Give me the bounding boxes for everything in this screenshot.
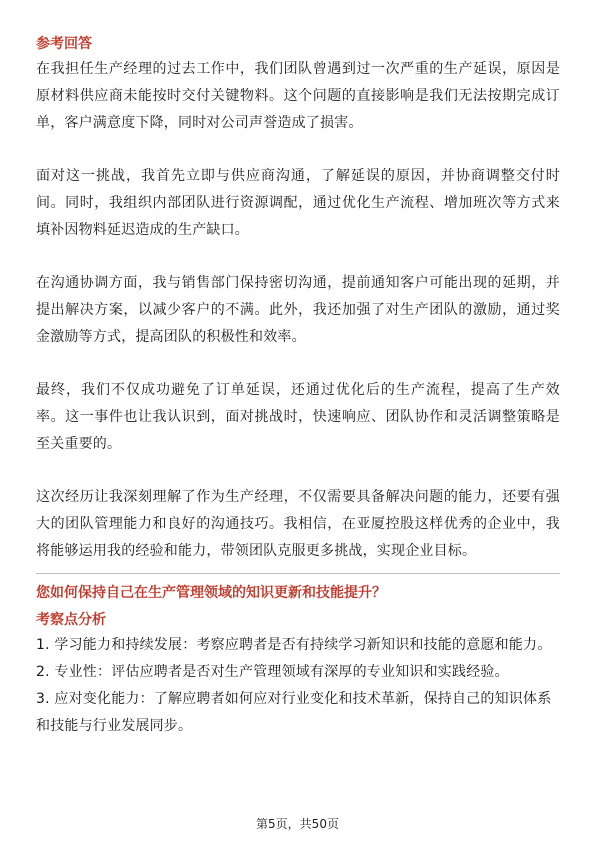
analysis-point: 1. 学习能力和持续发展：考察应聘者是否有持续学习新知识和技能的意愿和能力。 [36,637,552,653]
document-page [36,30,560,740]
analysis-point: 2. 专业性：评估应聘者是否对生产管理领域有深厚的专业知识和实践经验。 [36,664,509,680]
page-indicator: 第5页，共50页 [256,817,339,831]
question-title: 您如何保持自己在生产管理领域的知识更新和技能提升？ [36,585,386,601]
analysis-label: 考察点分析 [36,612,106,628]
answer-paragraph: 这次经历让我深刻理解了作为生产经理，不仅需要具备解决问题的能力，还要有强大的团队管理能力和良好的沟通技巧。我相信，在亚厦控股这样优秀的企业中，我将能够运用我的经验和能力，带领团队克服更多挑战，实现企业目标。 [36,489,560,559]
analysis-point: 3. 应对变化能力：了解应聘者如何应对行业变化和技术革新，保持自己的知识体系和技能与行业发展同步。 [36,691,552,734]
answer-paragraph: 最终，我们不仅成功避免了订单延误，还通过优化后的生产流程，提高了生产效率。这一事件也让我认识到，面对挑战时，快速响应、团队协作和灵活调整策略是至关重要的。 [36,382,560,452]
answer-label: 参考回答 [36,36,92,52]
section-divider [36,573,560,574]
answer-paragraph: 在沟通协调方面，我与销售部门保持密切沟通，提前通知客户可能出现的延期，并提出解决方案，以减少客户的不满。此外，我还加强了对生产团队的激励，通过奖金激励等方式，提高团队的积极性和效率。 [36,275,560,345]
answer-paragraph: 在我担任生产经理的过去工作中，我们团队曾遇到过一次严重的生产延误，原因是原材料供应商未能按时交付关键物料。这个问题的直接影响是我们无法按期完成订单，客户满意度下降，同时对公司声誉造成了损害。 [36,61,560,131]
answer-paragraph: 面对这一挑战，我首先立即与供应商沟通，了解延误的原因，并协商调整交付时间。同时，我组织内部团队进行资源调配，通过优化生产流程、增加班次等方式来填补因物料延迟造成的生产缺口。 [36,168,560,238]
